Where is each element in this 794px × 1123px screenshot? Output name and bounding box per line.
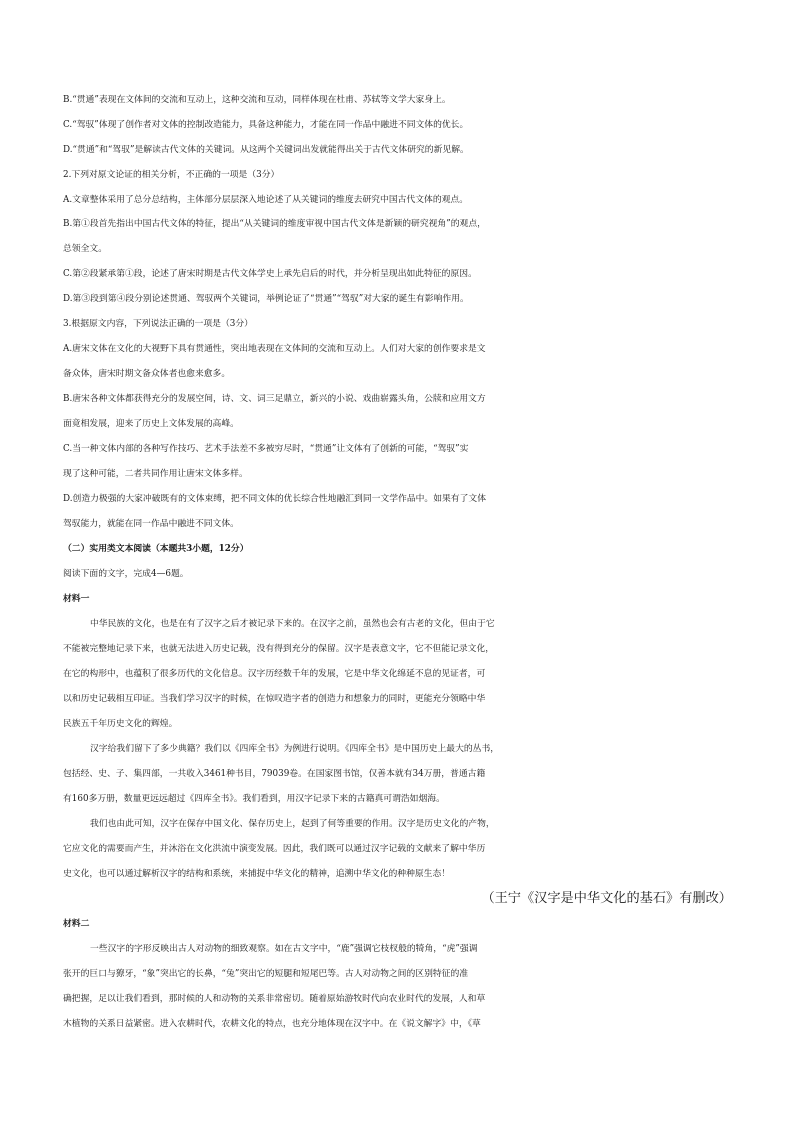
q2-option-d: D.第③段到第④段分别论述贯通、驾驭两个关键词，举例论证了“贯通”“驾驭”对大家的诞生有影响作用。	[63, 294, 469, 304]
q1-option-c: C.“驾驭”体现了创作者对文体的控制改造能力，具备这种能力，才能在同一作品中融进不同文体的优长。	[63, 120, 469, 130]
q3-option-d-cont: 驾驭能力，就能在同一作品中融进不同文体。	[63, 519, 239, 529]
section-instruction: 阅读下面的文字，完成4—6题。	[63, 569, 189, 579]
q2-option-b: B.第①段首先指出中国古代文体的特征，提出“从关键词的维度审视中国古代文体是新颖的研究视角”的观点，	[63, 219, 486, 229]
material2-title: 材料二	[63, 919, 90, 929]
q2-option-c: C.第②段紧承第①段，论述了唐宋时期是古代文体学史上承先启后的时代，并分析呈现出如此特征的原因。	[63, 269, 477, 279]
material1-paragraph-line: 有160多万册，数量更远远超过《四库全书》。我们看到，用汉字记录下来的古籍真可谓浩如烟海。	[63, 794, 445, 804]
q2-option-a: A.文章整体采用了总分总结构，主体部分层层深入地论述了从关键词的维度去研究中国古代文体的观点。	[63, 195, 469, 205]
material1-paragraph-line: 在它的构形中，也蕴积了很多历代的文化信息。汉字历经数千年的发展，它是中华文化绵延不息的见证者，可	[63, 669, 486, 679]
material2-paragraph-line: 确把握，足以让我们看到，那时候的人和动物的关系非常密切。随着原始游牧时代向农业时代的发展，人和草	[63, 994, 486, 1004]
q1-option-b: B.“贯通”表现在文体间的交流和互动上，这种交流和互动，同样体现在杜甫、苏轼等文学大家身上。	[63, 95, 451, 105]
q3-option-c: C.当一种文体内部的各种写作技巧、艺术手法差不多被穷尽时，“贯通”让文体有了创新的可能，“驾驭”实	[63, 444, 469, 454]
material1-paragraph-line: 不能被完整地记录下来，也就无法进入历史记载，没有得到充分的保留。汉字是表意文字，它不但能记录文化，	[63, 644, 495, 654]
material1-paragraph-line: 我们也由此可知，汉字在保存中国文化、保存历史上，起到了何等重要的作用。汉字是历史文化的产物，	[90, 819, 495, 829]
material1-paragraph-line: 以和历史记载相互印证。当我们学习汉字的时候，在惊叹造字者的创造力和想象力的同时，更能充分领略中华	[63, 694, 486, 704]
material1-source: （王宁《汉字是中华文化的基石》有删改）	[481, 891, 732, 906]
material1-paragraph-line: 民族五千年历史文化的辉煌。	[63, 719, 178, 729]
material2-paragraph-line: 木植物的关系日益紧密。进入农耕时代，农耕文化的特点，也充分地体现在汉字中。在《说文解字》中，《草	[63, 1019, 481, 1029]
material2-paragraph-line: 张开的巨口与獠牙，“象”突出它的长鼻，“兔”突出它的短腿和短尾巴等。古人对动物之间的区别特征的准	[63, 969, 469, 979]
q3-option-b: B.唐宋各种文体都获得充分的发展空间，诗、文、词三足鼎立，新兴的小说、戏曲崭露头角，公牍和应用文方	[63, 394, 486, 404]
material1-paragraph-line: 它应文化的需要而产生，并沐浴在文化洪流中演变发展。因此，我们既可以通过汉字记载的文献来了解中华历	[63, 844, 486, 854]
material1-paragraph-line: 史文化，也可以通过解析汉字的结构和系统，来捕捉中华文化的精神，追溯中华文化的种种原生态！	[63, 869, 451, 879]
q2-stem: 2.下列对原文论证的相关分析，不正确的一项是（3分）	[63, 170, 280, 180]
section-heading: （二）实用类文本阅读（本题共3小题，12分）	[63, 544, 249, 554]
q3-option-a-cont: 备众体，唐宋时期文备众体者也愈来愈多。	[63, 369, 231, 379]
material1-paragraph-line: 中华民族的文化，也是在有了汉字之后才被记录下来的。在汉字之前，虽然也会有古老的文化，但由于它	[90, 619, 495, 629]
q3-option-b-cont: 面竟相发展，迎来了历史上文体发展的高峰。	[63, 419, 239, 429]
material1-paragraph-line: 汉字给我们留下了多少典籍？我们以《四库全书》为例进行说明。《四库全书》是中国历史上最大的丛书，	[90, 744, 500, 754]
material1-title: 材料一	[63, 594, 90, 604]
material1-paragraph-line: 包括经、史、子、集四部，一共收入3461种书目，79039卷。在国家图书馆，仅善本就有34万册，普通古籍	[63, 769, 486, 779]
q3-option-d: D.创造力极强的大家冲破既有的文体束缚，把不同文体的优长综合性地融汇到同一文学作品中。如果有了文体	[63, 494, 486, 504]
material2-paragraph-line: 一些汉字的字形反映出古人对动物的细致观察。如在古文字中，“鹿”强调它枝杈般的犄角，“虎”强调	[90, 944, 478, 954]
q2-option-b-cont: 总领全文。	[63, 244, 107, 254]
q3-stem: 3.根据原文内容，下列说法正确的一项是（3分）	[63, 319, 253, 329]
q3-option-c-cont: 现了这种可能，二者共同作用让唐宋文体多样。	[63, 469, 248, 479]
q3-option-a: A.唐宋文体在文化的大视野下具有贯通性，突出地表现在文体间的交流和互动上。人们对大家的创作要求是文	[63, 344, 486, 354]
q1-option-d: D.“贯通”和“驾驭”是解读古代文体的关键词。从这两个关键词出发就能得出关于古代文体研究的新见解。	[63, 145, 469, 155]
